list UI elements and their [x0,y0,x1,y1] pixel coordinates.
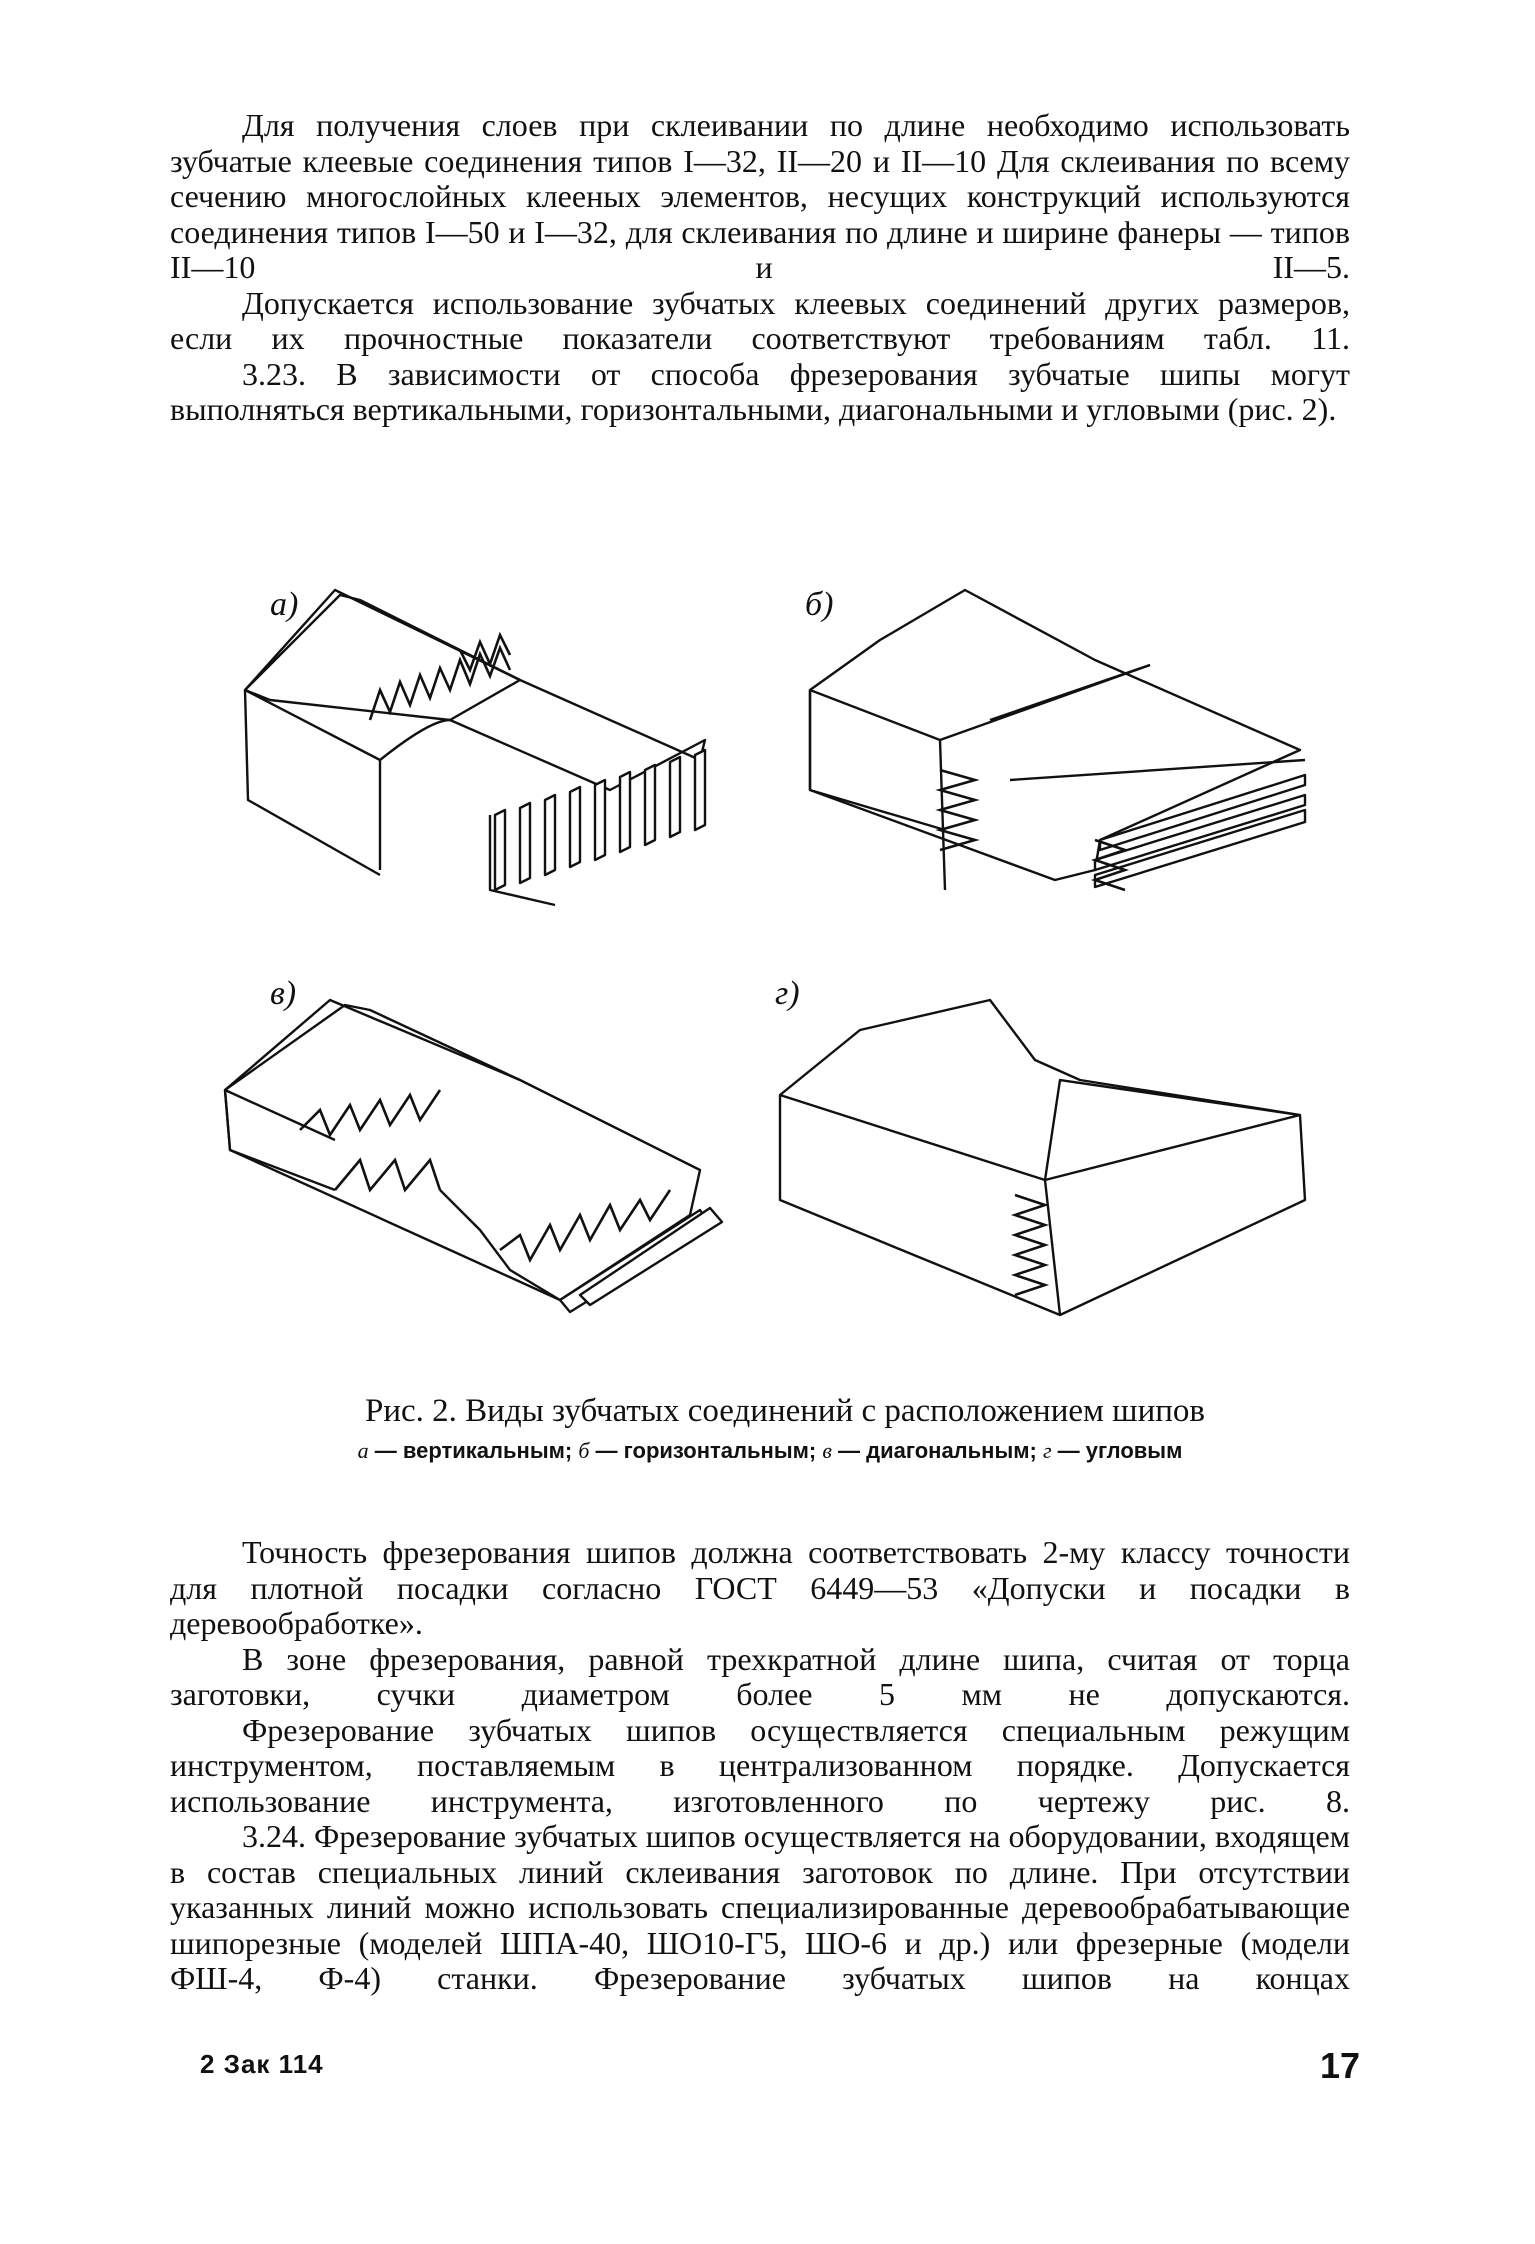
figure-b-label: б) [805,586,834,623]
figure-g-angular-joint [770,990,1320,1320]
paragraph-3: 3.23. В зависимости от способа фрезерования зубчатые шипы могут выполняться вертикальными, горизонтальными, диагональными и угловыми (рис. 2). [170,355,1350,427]
top-text [170,108,1350,428]
paragraph-4: Точность фрезерования шипов должна соответствовать 2-му классу точности для плотной посадки согласно ГОСТ 6449—53 «Допуски и посадки в деревообработке». [170,1534,1350,1641]
paragraph-6: Фрезерование зубчатых шипов осуществляется специальным режущим инструментом, поставляемым в централизованном порядке. Допускается использование инструмента, изготовленного по чертежу рис. 8. [170,1711,1350,1819]
legend-key-b: б [578,1438,590,1463]
legend-text-v: — диагональным; [831,1438,1043,1463]
paragraph-1: Для получения слоев при склеивании по длине необходимо использовать зубчатые клеевые соединения типов I—32, II—20 и II—10 Для склеивания по всему сечению многослойных клееных элементов, несущих конструкций используются соединения типов I—50 и I—32, для склеивания по длине и ширине фанеры — типов II—10 и II—5. [170,107,1350,285]
legend-key-a: а [357,1438,369,1463]
legend-key-v: в [822,1438,832,1463]
legend-text-b: — горизонтальным; [589,1438,823,1463]
page-number: 17 [1320,2045,1361,2086]
figure-g-label: г) [775,975,800,1012]
legend-text-a: — вертикальным; [368,1438,579,1463]
figure-a-label: а) [270,586,299,623]
figure-caption-title: Рис. 2. Виды зубчатых соединений с расположением шипов [365,1393,1205,1429]
figure-v-diagonal-joint [220,970,730,1320]
paragraph-5: В зоне фрезерования, равной трехкратной длине шипа, считая от торца заготовки, сучки диаметром более 5 мм не допускаются. [170,1640,1350,1712]
figure-v-label: в) [270,975,297,1012]
legend-text-g: — угловым [1051,1438,1183,1463]
paragraph-2: Допускается использование зубчатых клеевых соединений других размеров, если их прочностные показатели соответствуют требованиям табл. 11. [170,284,1350,356]
bottom-text [170,1535,1350,1997]
figure-caption-legend [200,1438,1340,1464]
footer-order-number: 2 Зак 114 [200,2049,324,2079]
paragraph-7: 3.24. Фрезерование зубчатых шипов осуществляется на оборудовании, входящем в состав специальных линий склеивания заготовок по длине. При отсутствии указанных линий можно использовать специализированные деревообрабатывающие шипорезные (моделей ШПА-40, ШО10-Г5, ШО-6 и др.) или фрезерные (модели ФШ-4, Ф-4) станки. Фрезерование зубчатых шипов на концах [170,1818,1350,1996]
figure-b-horizontal-joint [790,575,1320,905]
legend-key-g: г [1042,1438,1052,1463]
figure-a-vertical-joint [230,570,730,910]
